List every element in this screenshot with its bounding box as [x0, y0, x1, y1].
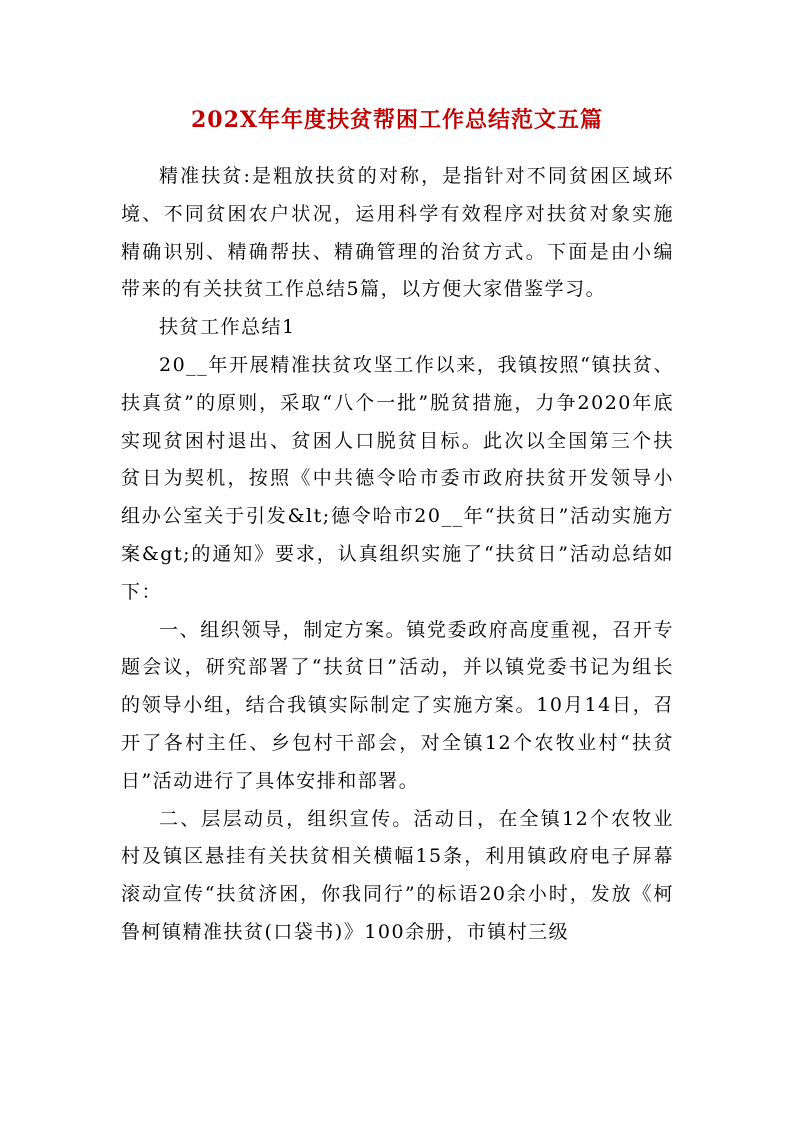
organization-paragraph: 一、组织领导，制定方案。镇党委政府高度重视，召开专题会议，研究部署了“扶贫日”活动，并以镇党委书记为组长的领导小组，结合我镇实际制定了实施方案。10月14日，召开了各村主任、乡包村干部会，对全镇12个农牧业村“扶贫日”活动进行了具体安排和部署。: [121, 618, 674, 792]
summary-paragraph: 20__年开展精准扶贫攻坚工作以来，我镇按照“镇扶贫、扶真贫”的原则，采取“八个一批”脱贫措施，力争2020年底实现贫困村退出、贫困人口脱贫目标。此次以全国第三个扶贫日为契机，按照《中共德令哈市委市政府扶贫开发领导小组办公室关于引发&lt;德令哈市20__年“扶贫日”活动实施方案&gt;的通知》要求，认真组织实施了“扶贫日”活动总结如下：: [121, 353, 674, 603]
section-heading: 扶贫工作总结1: [159, 316, 296, 339]
document-title: 202X年年度扶贫帮困工作总结范文五篇: [191, 107, 603, 133]
document-body: [121, 158, 674, 952]
mobilization-paragraph: 二、层层动员，组织宣传。活动日，在全镇12个农牧业村及镇区悬挂有关扶贫相关横幅15条，利用镇政府电子屏幕滚动宣传“扶贫济困，你我同行”的标语20余小时，发放《柯鲁柯镇精准扶贫(口袋书)》100余册，市镇村三级: [121, 807, 674, 943]
intro-paragraph: 精准扶贫:是粗放扶贫的对称，是指针对不同贫困区域环境、不同贫困农户状况，运用科学有效程序对扶贫对象实施精确识别、精确帮扶、精确管理的治贫方式。下面是由小编带来的有关扶贫工作总结5篇，以方便大家借鉴学习。: [121, 165, 674, 301]
